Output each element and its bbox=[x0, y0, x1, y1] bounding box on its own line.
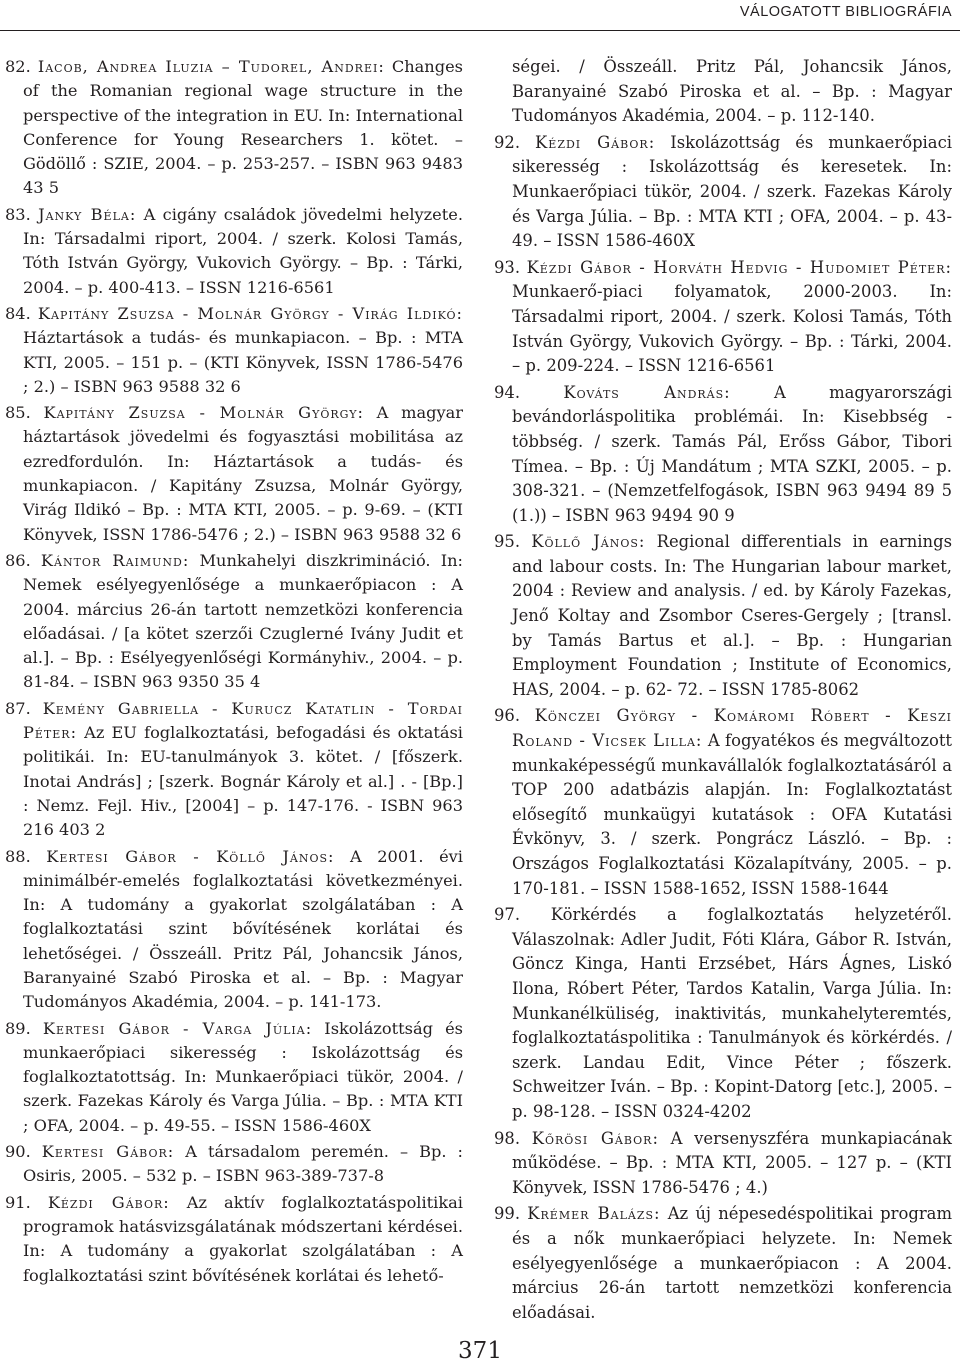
entry-text: A társadalom peremén. – Bp. : Osiris, 2005. – 532 p. – ISBN 963-389-737-8 bbox=[23, 1142, 463, 1186]
bibliography-entry bbox=[494, 903, 952, 1124]
entry-author: Kézdi Gábor: bbox=[535, 132, 656, 152]
entry-number: 99. bbox=[494, 1204, 521, 1224]
bibliography-entry bbox=[5, 1191, 463, 1288]
entry-text: ségei. / Összeáll. Pritz Pál, Johancsik János, Baranyainé Szabó Piroska et al. – Bp. : Magyar Tudományos Akadémia, 2004. – p. 112-140. bbox=[512, 57, 952, 126]
entry-number: 89. bbox=[5, 1018, 31, 1038]
bibliography-entry bbox=[5, 302, 463, 399]
bibliography-entry bbox=[5, 1017, 463, 1138]
entry-author: Kertesi Gábor: bbox=[41, 1142, 175, 1162]
entry-text: Munkaerő-piaci folyamatok, 2000-2003. In: Társadalmi riport, 2004. / szerk. Kolosi Tamás, Tóth István György, Vukovich György. – Bp. : Tárki, 2004. – p. 209-224. – ISSN 1216-6561 bbox=[512, 282, 952, 376]
entry-author: Köllő János: bbox=[531, 532, 646, 552]
entry-text: A 2001. évi minimálbér-emelés foglalkoztatási következményei. In: A tudomány a gyakorlat szolgálatában : A foglalkoztatási szint bővítésének korlátai és lehetőségei. / Összeáll. Pritz Pál, Johancsik János, Baranyainé Szabó Piroska et al. – Bp. : Magyar Tudományos Akadémia, 2004. – p. 141-173. bbox=[23, 846, 463, 1012]
entry-text: Az új népesedéspolitikai program és a nők munkaerőpiaci helyzete. In: Nemek esélyegyenlősége a munkaerőpiacon : A 2004. március 26-án tartott nemzetközi konferencia előadásai. bbox=[512, 1204, 952, 1322]
entry-author: Kertesi Gábor - Köllő János: bbox=[46, 846, 335, 866]
bibliography-entry bbox=[494, 704, 952, 901]
entry-number: 84. bbox=[5, 303, 31, 323]
entry-author: Krémer Balázs: bbox=[527, 1204, 661, 1224]
entry-number: 88. bbox=[5, 846, 31, 866]
entry-number: 97. bbox=[494, 905, 521, 925]
bibliography-entry bbox=[494, 1127, 952, 1201]
entry-number: 98. bbox=[494, 1128, 521, 1148]
entry-number: 91. bbox=[5, 1192, 31, 1212]
entry-author: Kézdi Gábor: bbox=[47, 1192, 170, 1212]
entry-number: 83. bbox=[5, 204, 31, 224]
entry-text: A magyar háztartások jövedelmi és fogyasztási mobilitása az ezredfordulón. In: Háztartások a tudás- és munkapiacon. / Kapitány Zsuzsa, Molnár György, Virág Ildikó – Bp. : MTA KTI, 2005. – p. 9-69. – (KTI Könyvek, ISSN 1786-5476 ; 2.) – ISBN 963 9588 32 6 bbox=[23, 403, 463, 544]
entry-text: Az aktív foglalkoztatáspolitikai programok hatásvizsgálatának módszertani kérdései. In: A tudomány a gyakorlat szolgálatában : A foglalkoztatási szint bővítésének korlátai és lehető- bbox=[23, 1192, 463, 1285]
entry-author: Könczei György - Komáromi Róbert - Keszi Roland - Vicsek Lilla: bbox=[512, 706, 952, 751]
entry-author: Kemény Gabriella - Kurucz Katatlin - Tordai Péter: bbox=[23, 698, 463, 743]
entry-author: Kertesi Gábor - Varga Júlia: bbox=[42, 1018, 313, 1038]
entry-author: Iacob, Andrea Iluzia – Tudorel, Andrei: bbox=[37, 57, 385, 76]
entry-number: 95. bbox=[494, 532, 521, 552]
right-column bbox=[494, 55, 952, 1327]
bibliography-entry bbox=[5, 549, 463, 695]
entry-number: 87. bbox=[5, 698, 31, 718]
bibliography-entry bbox=[494, 381, 952, 529]
entry-text: Háztartások a tudás- és munkapiacon. – Bp. : MTA KTI, 2005. – 151 p. – (KTI Könyvek, ISSN 1786-5476 ; 2.) – ISBN 963 9588 32 6 bbox=[23, 328, 463, 396]
entry-author: Kapitány Zsuzsa - Molnár György - Virág Ildikó: bbox=[37, 303, 463, 323]
entry-text: Iskolázottság és munkaerőpiaci sikeresség : Iskolázottság és foglalkoztatottság. In: Munkaerőpiaci tükör, 2004. / szerk. Fazekas Károly és Varga Júlia. – Bp. : MTA KTI ; OFA, 2004. – p. 49-55. – ISSN 1586-460X bbox=[23, 1018, 463, 1135]
entry-text: Munkahelyi diszkrimináció. In: Nemek esélyegyenlősége a munkaerőpiacon : A 2004. március 26-án tartott nemzetközi konferencia előadásai. / [a kötet szerzői Czuglerné Ivány Judit et al.]. – Bp. : Esélyegyenlőségi Kormányhiv., 2004. – p. 81-84. – ISBN 963 9350 35 4 bbox=[23, 550, 464, 692]
entry-number: 85. bbox=[5, 403, 31, 423]
bibliography-entry bbox=[494, 256, 952, 379]
entry-author: Kováts András: bbox=[563, 382, 731, 402]
bibliography-entry bbox=[5, 697, 463, 843]
entry-text: A versenyszféra munkapiacának működése. – Bp. : MTA KTI, 2005. – 127 p. – (KTI Könyvek, ISSN 1786-5476 ; 4.) bbox=[512, 1128, 952, 1197]
entry-text: A fogyatékos és megváltozott munkaképességű munkavállalók foglalkoztatásáról a TOP 200 adatbázis alapján. In: Foglalkoztatást elősegítő munkaügyi kutatások : OFA Kutatási Évkönyv, 3. / szerk. Pongrácz László. – Bp. : Országos Foglalkoztatási Közalapítvány, 2005. – p. 170-181. – ISSN 1588-1652, ISSN 1588-1644 bbox=[512, 731, 952, 898]
running-head: VÁLOGATOTT BIBLIOGRÁFIA bbox=[739, 4, 952, 20]
entry-text: Iskolázottság és munkaerőpiaci sikeresség : Iskolázottság és keresetek. In: Munkaerőpiaci tükör, 2004. / szerk. Fazekas Károly és Varga Júlia. – Bp. : MTA KTI ; OFA, 2004. – p. 43-49. – ISSN 1586-460X bbox=[512, 132, 952, 251]
entry-author: Kézdi Gábor - Horváth Hedvig - Hudomiet Péter: bbox=[526, 257, 952, 277]
entry-number: 86. bbox=[5, 550, 31, 570]
entry-author: Kántor Raimund: bbox=[40, 550, 190, 570]
bibliography-entry bbox=[5, 401, 463, 547]
entry-text: Körkérdés a foglalkoztatás helyzetéről. Válaszolnak: Adler Judit, Fóti Klára, Gábor R. István, Göncz Kinga, Hanti Erzsébet, Hárs Ágnes, Liskó Ilona, Róbert Péter, Tardos Katalin, Varga Júlia. In: Munkanélküliség, inaktivitás, munkahelyteremtés, foglalkoztatáspolitika : Tanulmányok és körkérdés. / szerk. Landau Edit, Vince Péter ; főszerk. Schweitzer Iván. – Bp. : Kopint-Datorg [etc.], 2005. – p. 98-128. – ISSN 0324-4202 bbox=[512, 905, 952, 1121]
bibliography-entry bbox=[5, 203, 463, 300]
entry-text: Az EU foglalkoztatási, befogadási és oktatási politikái. In: EU-tanulmányok 3. kötet. / [főszerk. Inotai András] ; [szerk. Bognár Károly et al.] . - [Bp.] : Nemz. Fejl. Hiv., [2004] – p. 147-176. - ISBN 963 216 403 2 bbox=[23, 723, 463, 840]
bibliography-entry bbox=[5, 55, 463, 201]
bibliography-entry bbox=[5, 845, 463, 1015]
entry-number: 82. bbox=[5, 57, 31, 76]
entry-number: 92. bbox=[494, 132, 521, 152]
entry-text: Regional differentials in earnings and labour costs. In: The Hungarian labour market, 2004 : Review and analysis. / ed. by Károly Fazekas, Jenő Koltay and Zsombor Cseres-Gergely ; [transl. by Tamás Bartus et al.]. – Bp. : Hungarian Employment Foundation ; Institute of Economics, HAS, 2004. – p. 62- 72. – ISSN 1785-8062 bbox=[512, 532, 952, 699]
entry-text: Changes of the Romanian regional wage structure in the perspective of the integration in EU. In: International Conference for Young Researchers 1. kötet. – Gödöllő : SZIE, 2004. – p. 253-257. – ISBN 963 9483 43 5 bbox=[23, 57, 463, 198]
bibliography-entry bbox=[494, 131, 952, 254]
left-column bbox=[5, 55, 463, 1290]
bibliography-entry bbox=[494, 55, 952, 129]
entry-number: 94. bbox=[494, 382, 521, 402]
entry-number: 96. bbox=[494, 706, 521, 726]
bibliography-entry bbox=[5, 1140, 463, 1189]
entry-text: A magyarországi bevándorláspolitika problémái. In: Kisebbség - többség. / szerk. Tamás Pál, Erőss Gábor, Tibori Tímea. – Bp. : Új Mandátum ; MTA SZKI, 2005. – p. 308-321. – (Nemzetfelfogások, ISBN 963 9494 89 5 (1.)) – ISBN 963 9494 90 9 bbox=[512, 382, 953, 525]
entry-number: 93. bbox=[494, 257, 521, 277]
header-rule bbox=[0, 30, 960, 31]
entry-author: Kőrösi Gábor: bbox=[531, 1128, 659, 1148]
bibliography-entry bbox=[494, 530, 952, 702]
entry-text: A cigány családok jövedelmi helyzete. In: Társadalmi riport, 2004. / szerk. Kolosi Tamás, Tóth István György, Vukovich György. – Bp. : Tárki, 2004. – p. 400-413. – ISSN 1216-6561 bbox=[23, 204, 463, 297]
bibliography-entry bbox=[494, 1202, 952, 1325]
entry-author: Kapitány Zsuzsa - Molnár György: bbox=[43, 403, 364, 423]
entry-number: 90. bbox=[5, 1142, 31, 1162]
entry-author: Janky Béla: bbox=[38, 204, 137, 224]
page-number: 371 bbox=[458, 1338, 502, 1364]
